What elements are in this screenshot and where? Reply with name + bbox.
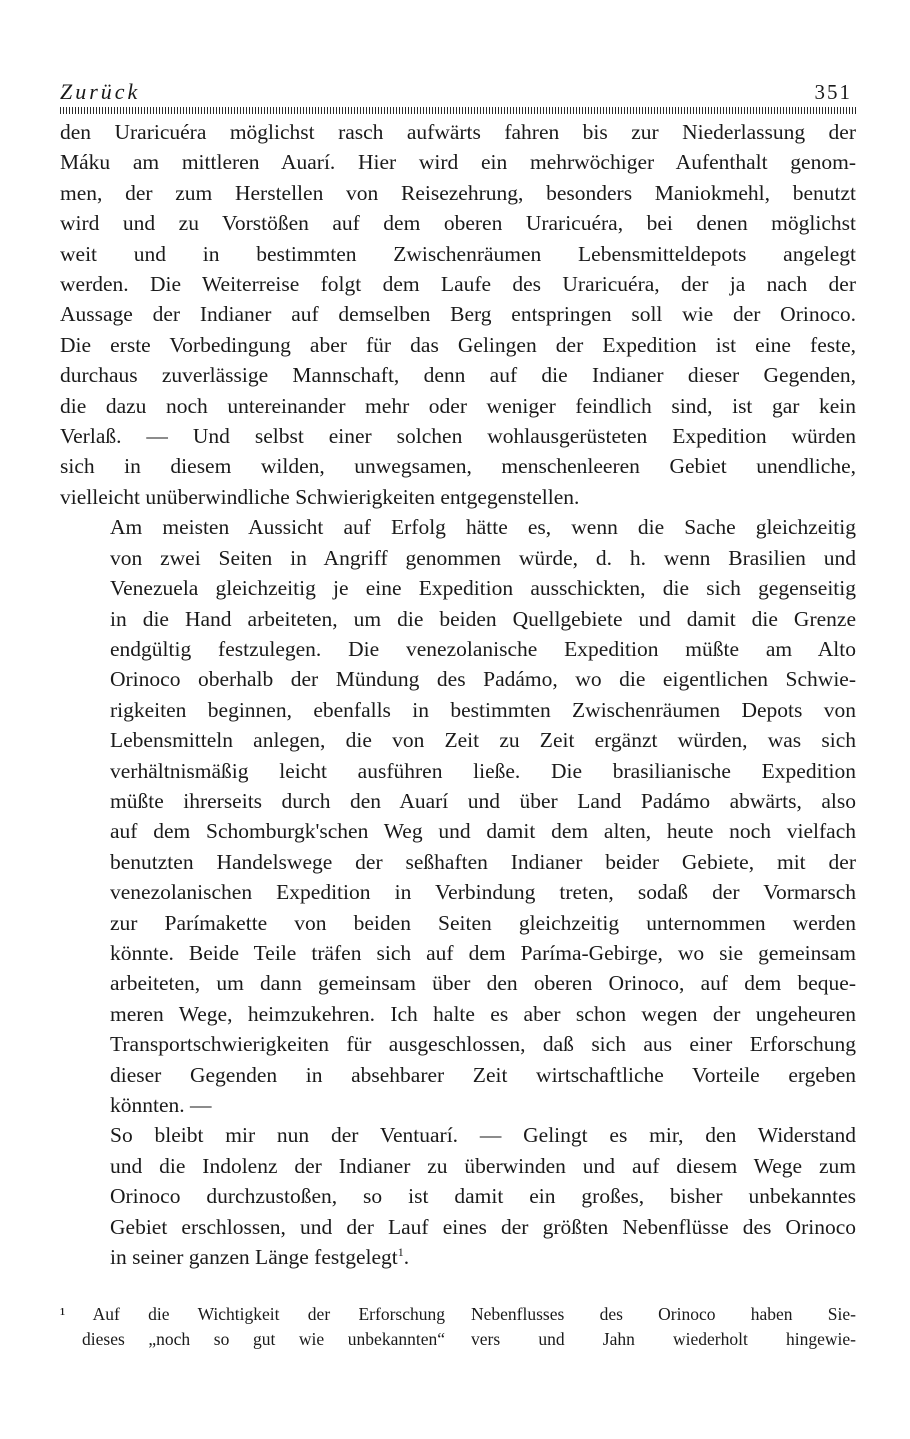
text-line: Am meisten Aussicht auf Erfolg hätte es, wenn die Sache gleichzeitig: [110, 515, 856, 540]
footnote-line: ¹ Auf die Wichtigkeit der Erforschung: [60, 1304, 445, 1325]
text-line: durchaus zuverlässige Mannschaft, denn auf die Indianer dieser Gegenden,: [60, 363, 856, 388]
text-line: auf dem Schomburgk'schen Weg und damit dem alten, heute noch vielfach: [110, 819, 856, 844]
paragraph: [60, 117, 856, 512]
text-line: arbeiteten, um dann gemeinsam über den oberen Orinoco, auf dem beque-: [110, 971, 856, 996]
sentence-end: .: [403, 1245, 410, 1270]
text-line: weit und in bestimmten Zwischenräumen Lebensmitteldepots angelegt: [60, 241, 856, 266]
text-line: dieser Gegenden in absehbarer Zeit wirtschaftliche Vorteile ergeben: [110, 1062, 856, 1087]
footnote-line: vers und Jahn wiederholt hingewie-: [471, 1329, 856, 1350]
page-number: 351: [814, 80, 852, 104]
text-line: meren Wege, heimzukehren. Ich halte es aber schon wegen der ungeheuren: [110, 1001, 856, 1026]
text-line: Die erste Vorbedingung aber für das Gelingen der Expedition ist eine feste,: [60, 332, 856, 357]
footnote-right-column: [471, 1302, 856, 1352]
text-line: Verlaß. — Und selbst einer solchen wohlausgerüsteten Expedition würden: [60, 424, 856, 449]
text-line: endgültig festzulegen. Die venezolanische Expedition müßte am Alto: [110, 636, 856, 661]
body-text: [60, 117, 856, 1272]
text-line: So bleibt mir nun der Ventuarí. — Gelingt es mir, den Widerstand: [110, 1123, 856, 1148]
text-line: rigkeiten beginnen, ebenfalls in bestimmten Zwischenräumen Depots von: [110, 697, 856, 722]
text-line: und die Indolenz der Indianer zu überwinden und auf diesem Wege zum: [110, 1153, 856, 1178]
text-line: Aussage der Indianer auf demselben Berg entspringen soll wie der Orinoco.: [60, 302, 856, 327]
paragraph: [60, 1120, 856, 1272]
running-head: [60, 78, 856, 106]
text-line: men, der zum Herstellen von Reisezehrung, besonders Maniokmehl, benutzt: [60, 180, 856, 205]
footnotes: [60, 1302, 856, 1352]
text-line: Orinoco durchzustoßen, so ist damit ein großes, bisher unbekanntes: [110, 1184, 856, 1209]
running-title: Zurück: [60, 79, 141, 104]
text-line: in die Hand arbeiteten, um die beiden Quellgebiete und damit die Grenze: [110, 606, 856, 631]
text-line: Transportschwierigkeiten für ausgeschlossen, daß sich aus einer Erforschung: [110, 1032, 856, 1057]
footnote-reference: 1: [397, 1244, 404, 1259]
page: [60, 78, 856, 1352]
text-line: Máku am mittleren Auarí. Hier wird ein mehrwöchiger Aufenthalt genom-: [60, 150, 856, 175]
text-line: Venezuela gleichzeitig je eine Expedition ausschickten, die sich gegenseitig: [110, 576, 856, 601]
text-line: müßte ihrerseits durch den Auarí und über Land Padámo abwärts, also: [110, 788, 856, 813]
text-line: vielleicht unüberwindliche Schwierigkeiten entgegenstellen.: [60, 484, 580, 509]
text-line: zur Parímakette von beiden Seiten gleichzeitig unternommen werden: [110, 910, 856, 935]
text-line: Lebensmitteln anlegen, die von Zeit zu Zeit ergänzt würden, was sich: [110, 728, 856, 753]
paragraph: [60, 512, 856, 1120]
text-line: werden. Die Weiterreise folgt dem Laufe des Uraricuéra, der ja nach der: [60, 272, 856, 297]
text-line: könnte. Beide Teile träfen sich auf dem Paríma-Gebirge, wo sie gemeinsam: [110, 940, 856, 965]
text-line: venezolanischen Expedition in Verbindung treten, sodaß der Vormarsch: [110, 880, 856, 905]
footnote-left-column: [60, 1302, 445, 1352]
text-line: benutzten Handelswege der seßhaften Indianer beider Gebiete, mit der: [110, 849, 856, 874]
text-line: die dazu noch untereinander mehr oder weniger feindlich sind, ist gar kein: [60, 393, 856, 418]
footnote-line: Nebenflusses des Orinoco haben Sie-: [471, 1304, 856, 1325]
text-line: von zwei Seiten in Angriff genommen würde, d. h. wenn Brasilien und: [110, 545, 856, 570]
footnote-line: dieses „noch so gut wie unbekannten“: [82, 1329, 445, 1350]
text-line: Gebiet erschlossen, und der Lauf eines der größten Nebenflüsse des Orinoco: [110, 1214, 856, 1239]
header-rule: [60, 107, 856, 114]
text-line: wird und zu Vorstößen auf dem oberen Uraricuéra, bei denen möglichst: [60, 211, 856, 236]
text-line: könnten. —: [110, 1093, 212, 1117]
text-line: den Uraricuéra möglichst rasch aufwärts fahren bis zur Niederlassung der: [60, 120, 856, 144]
text-line: verhältnismäßig leicht ausführen ließe. Die brasilianische Expedition: [110, 758, 856, 783]
text-line: in seiner ganzen Länge festgelegt$^1$.: [110, 1244, 410, 1270]
text-line: sich in diesem wilden, unwegsamen, menschenleeren Gebiet unendliche,: [60, 454, 856, 479]
text-line: Orinoco oberhalb der Mündung des Padámo, wo die eigentlichen Schwie-: [110, 667, 856, 692]
